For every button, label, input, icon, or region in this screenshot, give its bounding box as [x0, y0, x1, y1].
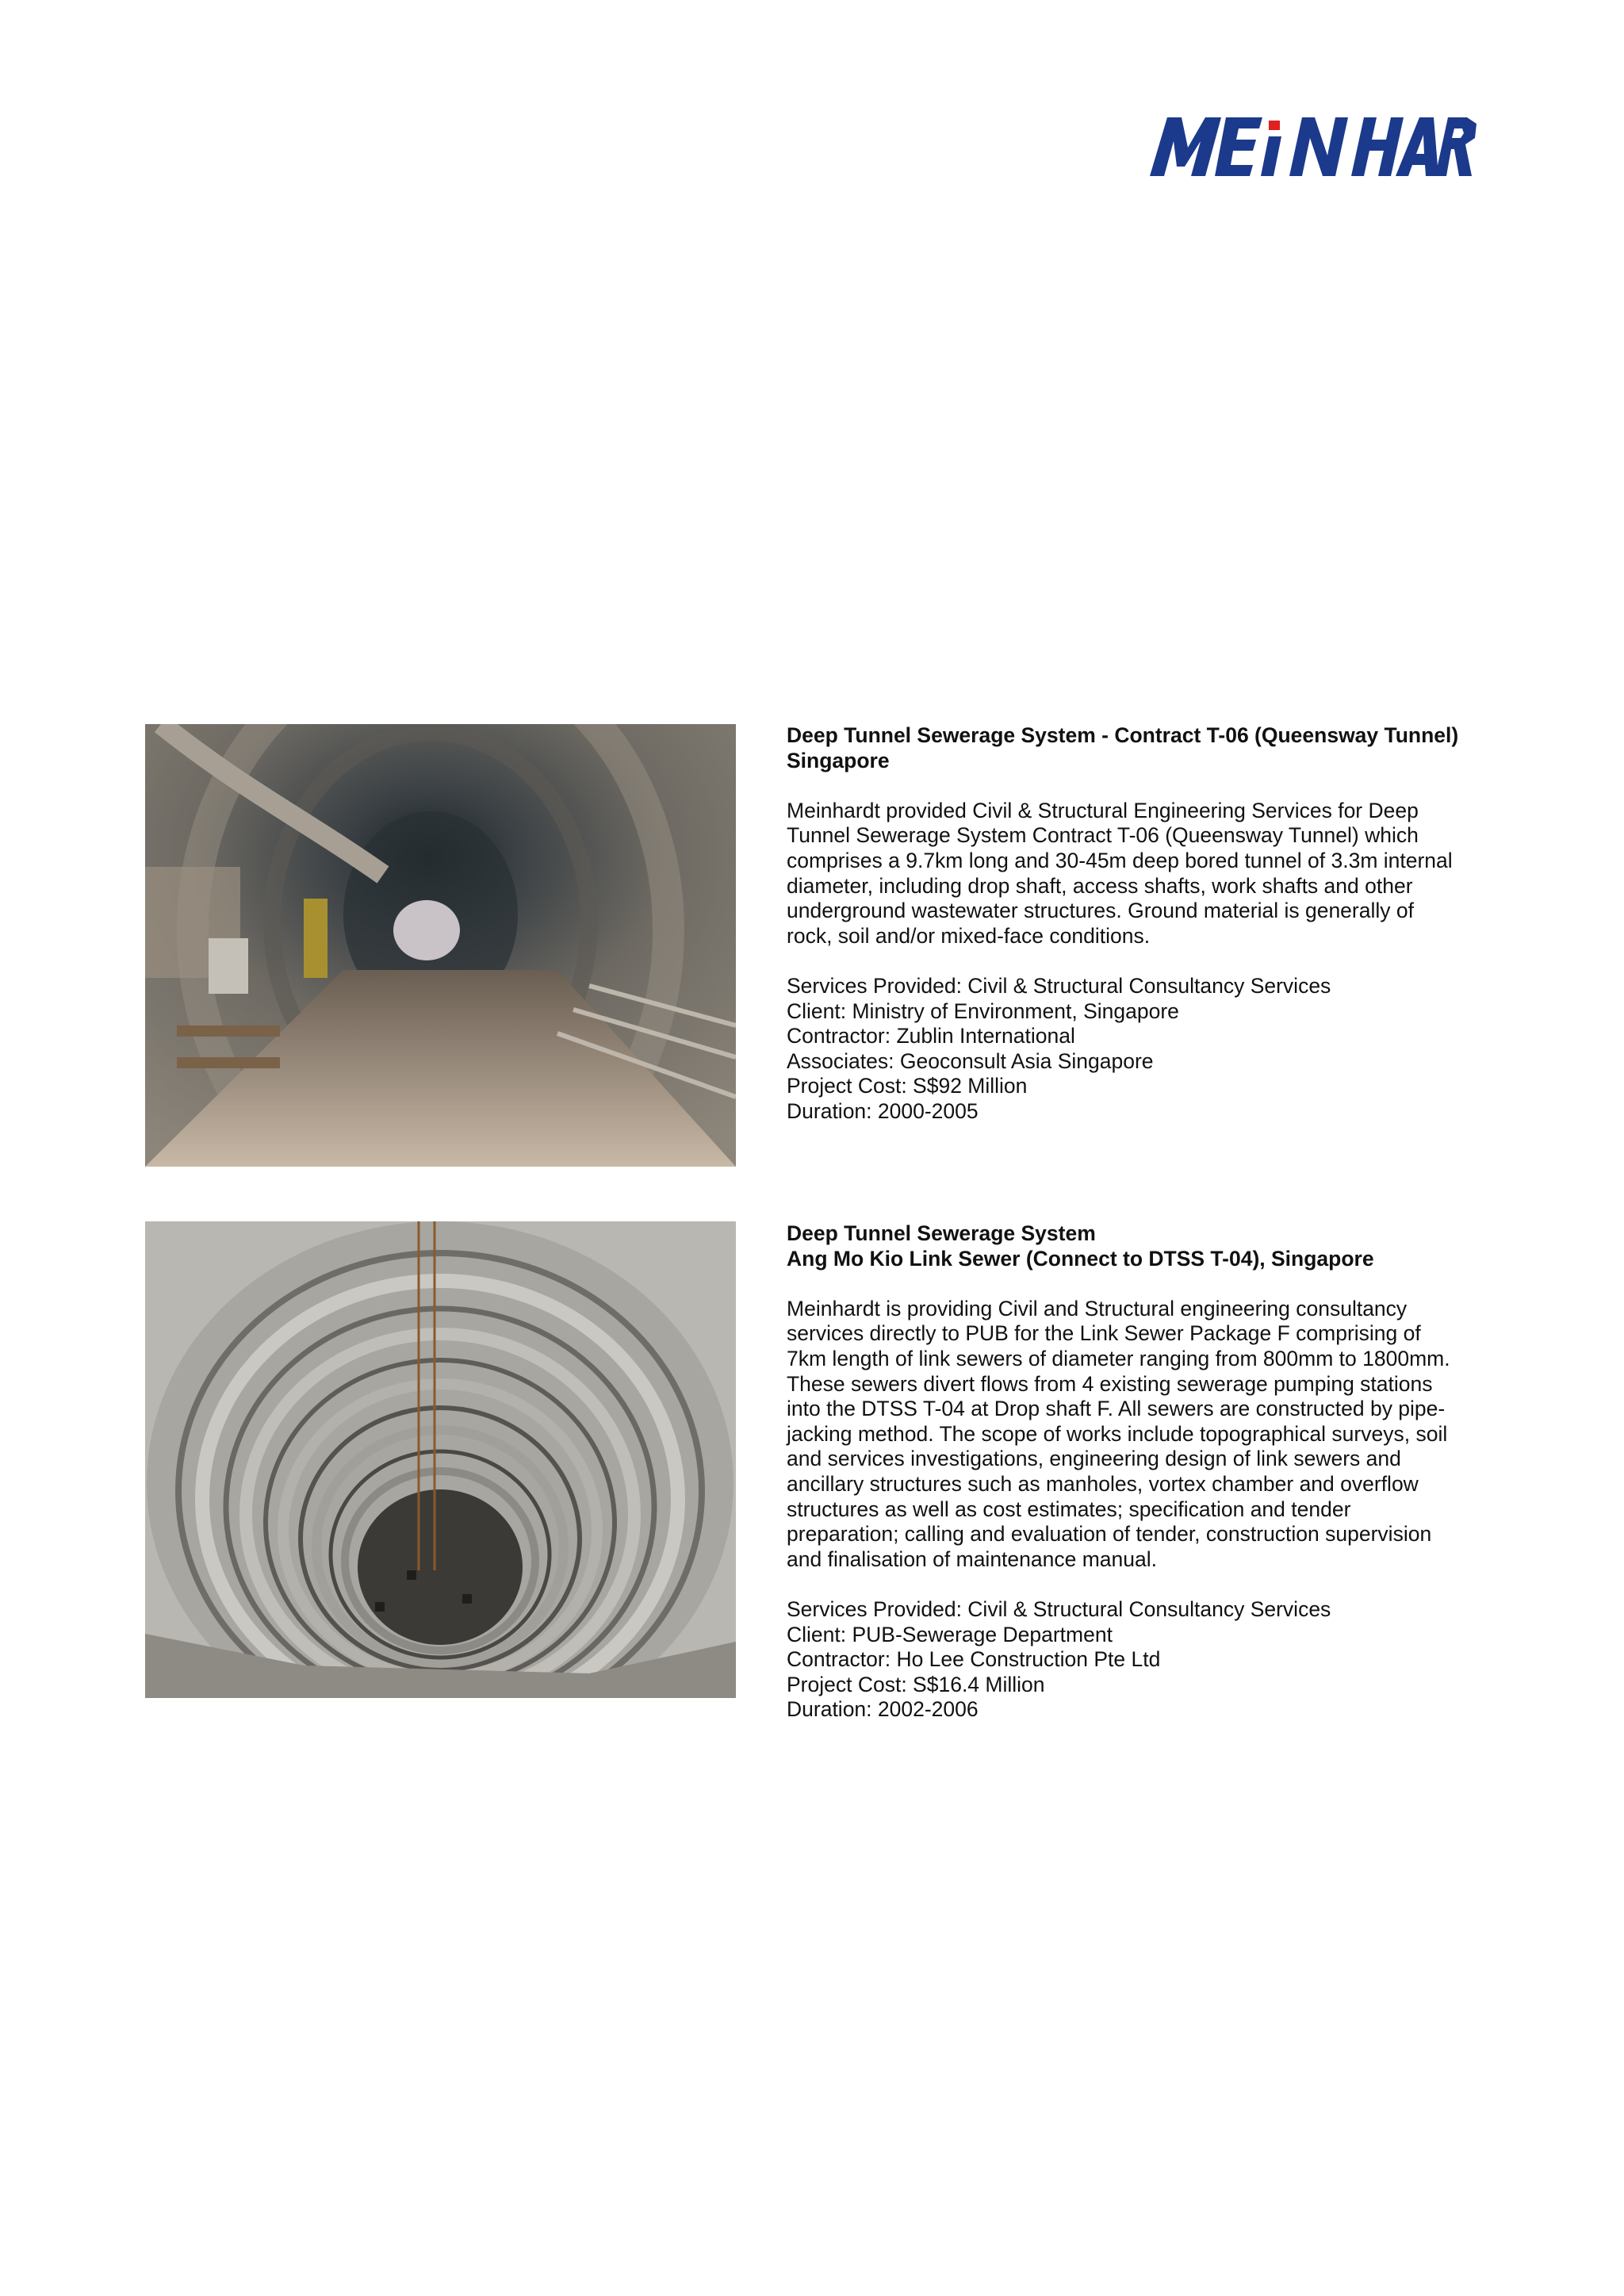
- detail-services: Services Provided: Civil & Structural Consultancy Services: [787, 1596, 1331, 1621]
- description-line: and services investigations, engineering design of link sewers and: [787, 1447, 1401, 1471]
- description-line: rock, soil and/or mixed-face conditions.: [787, 923, 1151, 948]
- project-title-line: Ang Mo Kio Link Sewer (Connect to DTSS T-04), Singapore: [787, 1246, 1374, 1271]
- detail-cost: Project Cost: S$92 Million: [787, 1074, 1028, 1098]
- tunnel-photo-image: [145, 724, 736, 1167]
- description-line: ancillary structures such as manholes, vortex chamber and overflow: [787, 1471, 1419, 1496]
- detail-contractor: Contractor: Ho Lee Construction Pte Ltd: [787, 1647, 1161, 1672]
- description-line: and finalisation of maintenance manual.: [787, 1547, 1157, 1571]
- description-line: comprises a 9.7km long and 30-45m deep bored tunnel of 3.3m internal: [787, 848, 1453, 872]
- description-line: Tunnel Sewerage System Contract T-06 (Queensway Tunnel) which: [787, 823, 1419, 848]
- description-line: structures as well as cost estimates; specification and tender: [787, 1497, 1351, 1521]
- project-title-line: Deep Tunnel Sewerage System - Contract T-06 (Queensway Tunnel): [787, 723, 1459, 747]
- project-details: [787, 974, 1500, 1125]
- description-line: Meinhardt provided Civil & Structural Engineering Services for Deep: [787, 798, 1419, 822]
- meinhardt-logo-graphic: [1150, 117, 1483, 176]
- detail-services: Services Provided: Civil & Structural Consultancy Services: [787, 973, 1331, 998]
- project-ang-mo-kio-link-sewer: [787, 1221, 1500, 1723]
- shaft-photo: [145, 1221, 736, 1698]
- meinhardt-logo: [1150, 117, 1483, 176]
- detail-duration: Duration: 2002-2006: [787, 1697, 979, 1722]
- description-line: services directly to PUB for the Link Sewer Package F comprising of: [787, 1321, 1421, 1346]
- detail-client: Client: Ministry of Environment, Singapore: [787, 999, 1179, 1023]
- description-line: into the DTSS T-04 at Drop shaft F. All sewers are constructed by pipe-: [787, 1397, 1446, 1421]
- description-line: Meinhardt is providing Civil and Structural engineering consultancy: [787, 1296, 1408, 1320]
- project-details: [787, 1597, 1500, 1723]
- tunnel-photo: [145, 724, 736, 1167]
- description-line: preparation; calling and evaluation of tender, construction supervision: [787, 1522, 1432, 1547]
- description-line: These sewers divert flows from 4 existing sewerage pumping stations: [787, 1371, 1433, 1396]
- description-line: underground wastewater structures. Ground material is generally of: [787, 899, 1414, 923]
- detail-cost: Project Cost: S$16.4 Million: [787, 1672, 1045, 1696]
- description-line: jacking method. The scope of works include topographical surveys, soil: [787, 1421, 1448, 1446]
- detail-duration: Duration: 2000-2005: [787, 1098, 979, 1123]
- project-description: [787, 1297, 1500, 1573]
- detail-contractor: Contractor: Zublin International: [787, 1024, 1075, 1048]
- description-line: 7km length of link sewers of diameter ranging from 800mm to 1800mm.: [787, 1346, 1450, 1370]
- detail-associates: Associates: Geoconsult Asia Singapore: [787, 1048, 1154, 1073]
- description-line: diameter, including drop shaft, access shafts, work shafts and other: [787, 873, 1413, 898]
- shaft-photo-image: [145, 1221, 736, 1698]
- project-title-line: Deep Tunnel Sewerage System: [787, 1221, 1096, 1245]
- project-title: [787, 723, 1500, 773]
- project-description: [787, 799, 1500, 949]
- project-title: [787, 1221, 1500, 1271]
- project-title-line: Singapore: [787, 748, 890, 772]
- detail-client: Client: PUB-Sewerage Department: [787, 1622, 1113, 1646]
- project-queensway-tunnel: [787, 723, 1500, 1125]
